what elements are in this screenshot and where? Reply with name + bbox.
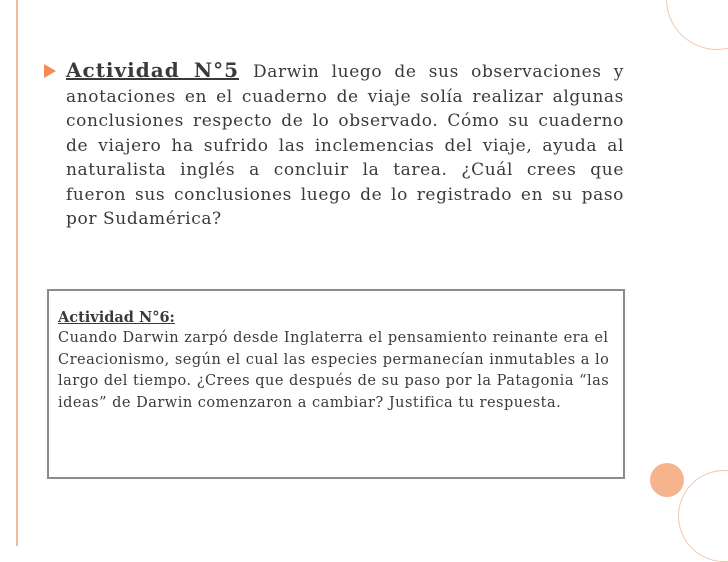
decorative-ring-bottom xyxy=(678,470,728,562)
activity-5-title: Actividad N°5 xyxy=(66,58,240,82)
decorative-ring-top xyxy=(666,0,728,50)
activity-6-box xyxy=(47,289,625,479)
triangle-bullet-icon xyxy=(44,64,56,78)
activity-5-text: Darwin luego de sus observaciones y anotaciones en el cuaderno de viaje solía realizar algunas conclusiones respecto de lo observado. Cómo su cuaderno de viajero ha sufrido las inclemencias del viaje, ayuda al naturalista inglés a concluir la tarea. ¿Cuál crees que fueron sus conclusiones luego de lo registrado en su paso por Sudamérica? xyxy=(66,62,624,229)
activity-6-text: Cuando Darwin zarpó desde Inglaterra el pensamiento reinante era el Creacionismo, según el cual las especies permanecían inmutables a lo largo del tiempo. ¿Crees que después de su paso por la Patagonia “las ideas” de Darwin comenzaron a cambiar? Justifica tu respuesta. xyxy=(58,330,610,411)
activity-5-bullet xyxy=(44,58,624,232)
activity-5-paragraph xyxy=(66,58,624,232)
activity-6-title: Actividad N°6: xyxy=(58,309,175,326)
left-border-line xyxy=(16,0,18,546)
decorative-circle xyxy=(650,463,684,497)
